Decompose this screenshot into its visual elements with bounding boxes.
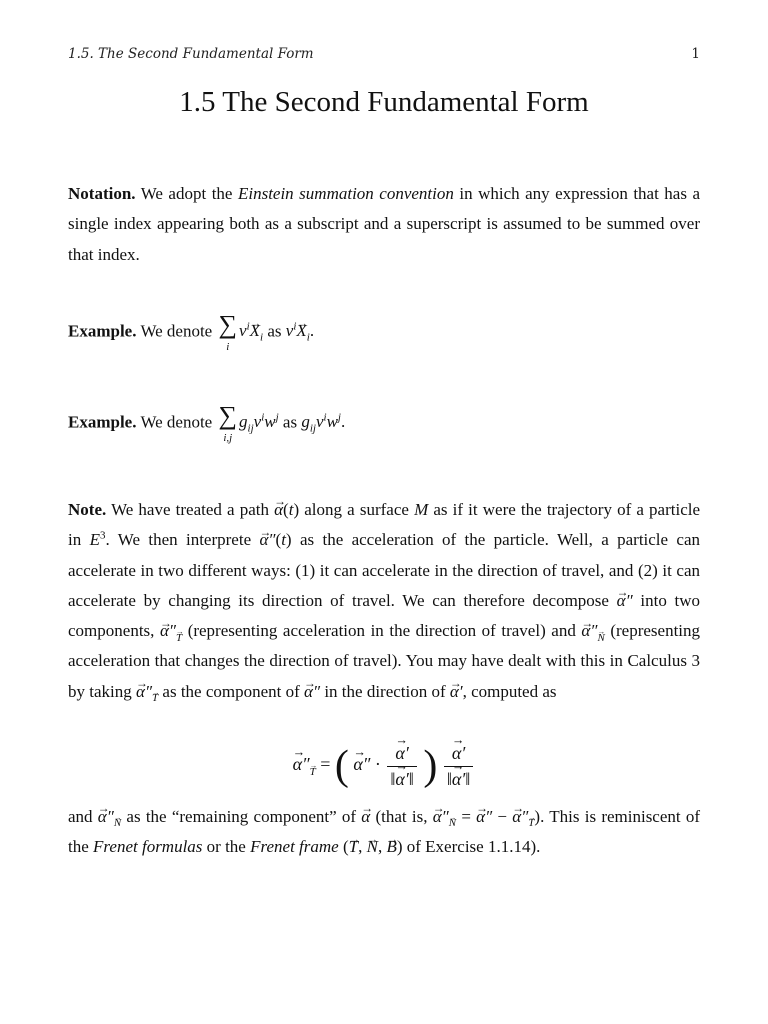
alpha-double-prime: → α″: [304, 682, 320, 701]
summation-index: i,j: [223, 432, 233, 444]
frenet-formulas-emphasis: Frenet formulas: [93, 837, 203, 857]
closing-text: as the “remaining component” of: [126, 807, 357, 826]
example-2-connector: as: [282, 412, 298, 432]
example-1-connector: as: [267, 321, 282, 341]
summation-symbol: ∑ i,j: [218, 401, 238, 444]
closing-text: (that is,: [375, 807, 428, 826]
closing-paragraph: [68, 802, 700, 863]
note-text: as the acceleration of the particle. Well, a particle can accelerate in two different ways: (1) it can accelerate in the direction of travel, and (2) it can accelerate by changing its direction of travel. We can therefore decompose: [68, 530, 701, 610]
example-2-result: $g_{ij}v^iw^j$.: [301, 411, 346, 435]
closing-text: or the: [206, 837, 246, 857]
example-2-expression: $g_{ij}v^iw^j$: [239, 411, 279, 435]
alpha-normal: → $\alpha''_N$: [581, 621, 604, 640]
frenet-frame-tuple: (→ T, → N, → B): [343, 837, 403, 856]
note-paragraph: [68, 495, 700, 707]
example-2-text: We denote: [140, 412, 213, 432]
closing-text: ). This is reminiscent of the: [68, 807, 701, 857]
example-2-label: Example.: [68, 412, 137, 432]
example-1-result: $v^i\to X_i$.: [286, 321, 314, 340]
note-text: . We then interprete: [105, 530, 252, 550]
example-1-label: Example.: [68, 321, 137, 341]
unit-fraction: → $\frac{\alpha'}{‖\to \alpha'‖}$: [387, 743, 417, 790]
note-text: , computed as: [462, 681, 557, 701]
closing-text: of Exercise 1.1.14).: [406, 837, 541, 857]
note-text: (representing acceleration that changes the direction of travel). You may have dealt with this in Calculus 3 by taking: [68, 621, 701, 701]
note-text: into two components,: [68, 590, 701, 641]
alpha-vector: → α: [361, 807, 370, 826]
summation-index: i: [226, 341, 230, 353]
unit-fraction: → $\frac{\alpha'}{‖\to \alpha'‖}$: [444, 743, 474, 790]
note-text: (representing acceleration in the direction of travel) and: [187, 621, 576, 641]
note-text: We have treated a path: [111, 500, 269, 519]
note-text: in the direction of: [324, 681, 446, 701]
running-title: 1.5. The Second Fundamental Form: [68, 46, 314, 62]
note-text: along a surface: [304, 500, 409, 519]
alpha-prime: → α′: [450, 682, 463, 701]
example-1: [68, 312, 700, 353]
alpha-double-prime: → α″: [617, 591, 633, 610]
example-2: [68, 403, 700, 444]
path-alpha: → α(t): [274, 500, 299, 519]
alpha-double-prime-t: → α″(t): [259, 530, 291, 549]
euclidean-space: $E^3$: [89, 529, 106, 550]
running-header: [68, 46, 700, 62]
normal-component-equation: → $\alpha''_N$ = → α″ − → $\alpha''_T$: [433, 807, 535, 826]
alpha-tangential: → $\alpha''_T$: [160, 621, 182, 640]
notation-paragraph: [68, 179, 700, 270]
alpha-normal: → $\alpha''_N$: [98, 807, 121, 826]
note-text: as if it were the trajectory of a particle in: [68, 500, 701, 550]
notation-text-after: in which any expression that has a single index appearing both as a subscript and a superscript is assumed to be summed over that index.: [68, 184, 701, 264]
summation-symbol: ∑ i: [218, 310, 238, 353]
notation-label: Notation.: [68, 184, 136, 203]
projection-equation: → $\alpha''_T$ = ( → α″ · → $\frac{\alpha'}{‖\to \alpha'‖}$ ) → $\frac{\alpha'}{‖\to \alpha'‖}$: [0, 742, 768, 790]
frenet-frame-emphasis: Frenet frame: [250, 837, 339, 857]
example-1-text: We denote: [140, 321, 213, 341]
alpha-tangential: → $\alpha''_T$: [136, 682, 158, 701]
note-label: Note.: [68, 500, 107, 519]
surface-m: M: [414, 500, 429, 519]
example-1-expression: $v^i\to X_i$: [239, 321, 263, 340]
note-text: as the component of: [162, 681, 300, 701]
notation-emphasis: Einstein summation convention: [237, 184, 454, 203]
notation-text-before: We adopt the: [140, 184, 233, 203]
section-title: 1.5 The Second Fundamental Form: [179, 86, 589, 118]
page-number: 1: [691, 46, 700, 62]
closing-text: and: [68, 807, 93, 826]
